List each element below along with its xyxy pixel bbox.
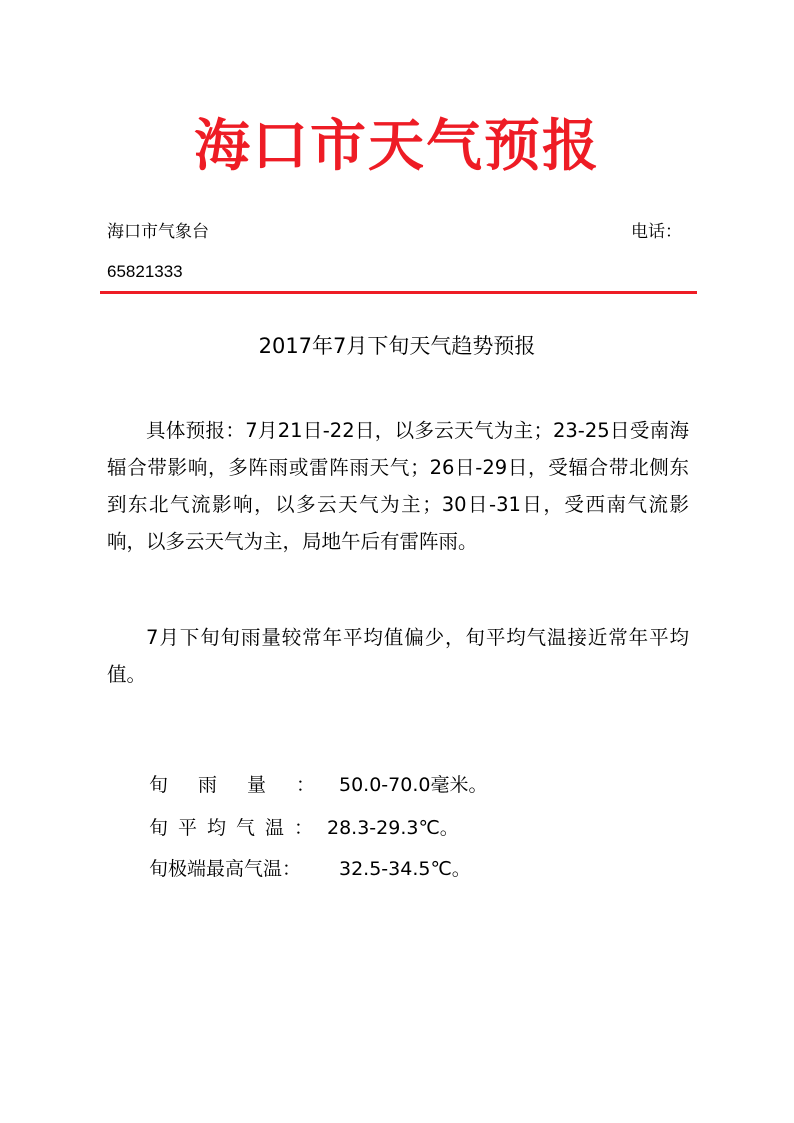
summary-paragraph: 7月下旬旬雨量较常年平均值偏少，旬平均气温接近常年平均值。 xyxy=(107,626,689,686)
stat-max-temperature xyxy=(149,855,471,883)
organization-name: 海口市气象台 xyxy=(107,222,209,242)
stat-value: 32.5-34.5℃。 xyxy=(339,858,471,880)
phone-label: 电话： xyxy=(631,222,682,242)
stat-average-temperature xyxy=(149,814,459,842)
stat-value: 50.0-70.0毫米。 xyxy=(339,774,488,796)
stat-value: 28.3-29.3℃。 xyxy=(327,817,459,839)
document-title: 2017年7月下旬天气趋势预报 xyxy=(258,334,536,358)
phone-number: 65821333 xyxy=(107,262,183,281)
forecast-paragraph: 具体预报：7月21日-22日，以多云天气为主；23-25日受南海辐合带影响，多阵雨或雷阵雨天气；26日-29日，受辐合带北侧东到东北气流影响，以多云天气为主；30日-31日，受西南气流影响，以多云天气为主，局地午后有雷阵雨。 xyxy=(107,419,689,553)
stat-label: 旬极端最高气温： xyxy=(149,858,302,880)
stat-label: 旬平均气温： xyxy=(149,817,324,839)
masthead-title: 海口市天气预报 xyxy=(194,114,600,179)
stat-label: 旬雨量： xyxy=(149,774,346,796)
header-divider xyxy=(100,291,697,294)
stat-rainfall xyxy=(149,771,487,799)
